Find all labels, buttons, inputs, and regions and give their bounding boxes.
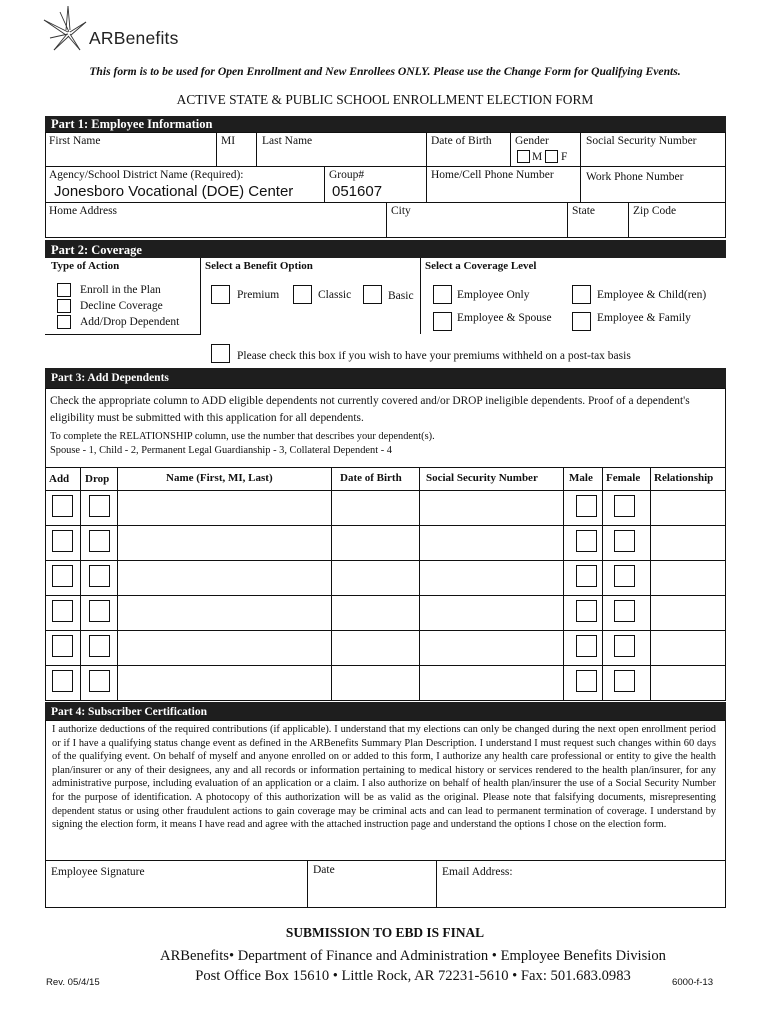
col-name: Name (First, MI, Last): [166, 472, 273, 484]
part3-heading: Part 3: Add Dependents: [45, 368, 726, 388]
state-field[interactable]: State: [572, 205, 595, 217]
footer-line2: Post Office Box 15610 • Little Rock, AR 72231-5610 • Fax: 501.683.0983: [195, 968, 631, 984]
submission-final: SUBMISSION TO EBD IS FINAL: [285, 925, 485, 940]
enroll-checkbox[interactable]: [57, 283, 71, 297]
female-checkbox[interactable]: [614, 635, 635, 657]
part4-heading: Part 4: Subscriber Certification: [45, 702, 726, 720]
gender-f-checkbox[interactable]: [545, 150, 558, 163]
date-field[interactable]: Date: [313, 864, 335, 876]
male-checkbox[interactable]: [576, 670, 597, 692]
male-checkbox[interactable]: [576, 635, 597, 657]
female-checkbox[interactable]: [614, 565, 635, 587]
mi-field[interactable]: MI: [221, 135, 236, 147]
dob-field[interactable]: Date of Birth: [431, 135, 492, 147]
male-checkbox[interactable]: [576, 565, 597, 587]
first-name-field[interactable]: First Name: [49, 135, 101, 147]
group-label: Group#: [329, 169, 365, 181]
add-checkbox[interactable]: [52, 495, 73, 517]
premium-label: Premium: [237, 289, 280, 301]
classic-label: Classic: [318, 289, 352, 301]
part3-instruction: Check the appropriate column to ADD eligible dependents not currently covered and/or DROP ineligible dependents. Proof of a dependent's eligibility must be submitted with this application for all dependents.: [50, 395, 690, 424]
work-phone-field[interactable]: Work Phone Number: [586, 171, 684, 183]
enroll-label: Enroll in the Plan: [80, 284, 161, 296]
city-field[interactable]: City: [391, 205, 411, 217]
add-checkbox[interactable]: [52, 600, 73, 622]
last-name-field[interactable]: Last Name: [262, 135, 313, 147]
col-female: Female: [606, 472, 641, 484]
col-drop: Drop: [85, 473, 110, 485]
revision: Rev. 05/4/15: [46, 977, 100, 988]
female-checkbox[interactable]: [614, 530, 635, 552]
relationship-codes: Spouse - 1, Child - 2, Permanent Legal Guardianship - 3, Collateral Dependent - 4: [50, 445, 392, 456]
add-drop-checkbox[interactable]: [57, 315, 71, 329]
female-checkbox[interactable]: [614, 600, 635, 622]
drop-checkbox[interactable]: [89, 600, 110, 622]
col-male: Male: [569, 472, 593, 484]
form-number: 6000-f-13: [672, 977, 714, 988]
decline-label: Decline Coverage: [80, 300, 163, 312]
employee-only-checkbox[interactable]: [433, 285, 452, 304]
drop-checkbox[interactable]: [89, 495, 110, 517]
basic-label: Basic: [388, 290, 414, 302]
gender-m-checkbox[interactable]: [517, 150, 530, 163]
relationship-note: To complete the RELATIONSHIP column, use the number that describes your dependent(s).: [50, 431, 435, 442]
employee-spouse-label: Employee & Spouse: [457, 312, 552, 324]
premium-checkbox[interactable]: [211, 285, 230, 304]
add-checkbox[interactable]: [52, 565, 73, 587]
employee-spouse-checkbox[interactable]: [433, 312, 452, 331]
male-checkbox[interactable]: [576, 530, 597, 552]
email-field[interactable]: Email Address:: [442, 866, 513, 878]
add-checkbox[interactable]: [52, 635, 73, 657]
add-checkbox[interactable]: [52, 670, 73, 692]
logo-text: ARBenefits: [89, 28, 179, 48]
home-address-field[interactable]: Home Address: [49, 205, 118, 217]
agency-value[interactable]: Jonesboro Vocational (DOE) Center: [54, 183, 294, 200]
drop-checkbox[interactable]: [89, 635, 110, 657]
classic-checkbox[interactable]: [293, 285, 312, 304]
home-phone-field[interactable]: Home/Cell Phone Number: [431, 169, 554, 181]
gender-label: Gender: [515, 135, 549, 147]
benefit-option-heading: Select a Benefit Option: [205, 260, 313, 272]
male-checkbox[interactable]: [576, 495, 597, 517]
basic-checkbox[interactable]: [363, 285, 382, 304]
col-dob: Date of Birth: [340, 472, 402, 484]
form-notice: This form is to be used for Open Enrollment and New Enrollees ONLY. Please use the Change Form for Qualifying Events.: [89, 65, 681, 78]
employee-children-checkbox[interactable]: [572, 285, 591, 304]
add-checkbox[interactable]: [52, 530, 73, 552]
post-tax-checkbox[interactable]: [211, 344, 230, 363]
zip-field[interactable]: Zip Code: [633, 205, 677, 217]
signature-field[interactable]: Employee Signature: [51, 866, 145, 878]
employee-children-label: Employee & Child(ren): [597, 289, 707, 301]
drop-checkbox[interactable]: [89, 565, 110, 587]
col-ssn: Social Security Number: [426, 472, 538, 484]
footer-line1: ARBenefits• Department of Finance and Administration • Employee Benefits Division: [160, 948, 666, 964]
add-drop-label: Add/Drop Dependent: [80, 316, 180, 328]
drop-checkbox[interactable]: [89, 670, 110, 692]
post-tax-label: Please check this box if you wish to have your premiums withheld on a post-tax basis: [237, 350, 631, 362]
gender-f-label: F: [561, 151, 568, 163]
ssn-field[interactable]: Social Security Number: [586, 135, 697, 147]
part2-heading: Part 2: Coverage: [45, 240, 726, 258]
col-add: Add: [49, 473, 70, 485]
col-relationship: Relationship: [654, 472, 714, 484]
logo-star-icon: [40, 4, 88, 54]
form-title: ACTIVE STATE & PUBLIC SCHOOL ENROLLMENT ELECTION FORM: [176, 92, 594, 107]
female-checkbox[interactable]: [614, 670, 635, 692]
part1-heading: Part 1: Employee Information: [45, 116, 726, 132]
female-checkbox[interactable]: [614, 495, 635, 517]
group-value[interactable]: 051607: [332, 183, 383, 200]
decline-checkbox[interactable]: [57, 299, 71, 313]
employee-only-label: Employee Only: [457, 289, 530, 301]
gender-m-label: M: [532, 151, 543, 163]
employee-family-checkbox[interactable]: [572, 312, 591, 331]
arbenefits-logo: [40, 4, 190, 54]
male-checkbox[interactable]: [576, 600, 597, 622]
coverage-level-heading: Select a Coverage Level: [425, 260, 537, 272]
type-of-action-heading: Type of Action: [51, 260, 120, 272]
agency-label: Agency/School District Name (Required):: [49, 169, 244, 181]
employee-family-label: Employee & Family: [597, 312, 691, 324]
certification-text: I authorize deductions of the required contributions (if applicable). I understand that my elections can only be changed during the next open enrollment period or if I have a qualifying status change event as defined in the ARBenefits Summary Plan Description. I understand I must request such changes within 60 days of the qualifying event. On behalf of myself and anyone enrolled on or added to this form, I authorize any health care professional or entity to give the health plan/insurer or any of their designees, any and all records or information pertaining to medical history or services rendered to the health plan/insurer, for any administrative purpose, including evaluation of an application or a claim. I also authorize on behalf of health plan/insurer the use of a Social Security Number for the purpose of identification. A photocopy of this authorization will be as valid as the original. Please note that falsifying documents, misrepresenting dependent status or using other fraudulent actions to gain coverage may be criminal acts and can lead to permanent termination of coverage. I understand by signing the election form, it means I have read and agree with the attached instruction page and understand the options I chose on the election form.: [52, 724, 716, 831]
drop-checkbox[interactable]: [89, 530, 110, 552]
